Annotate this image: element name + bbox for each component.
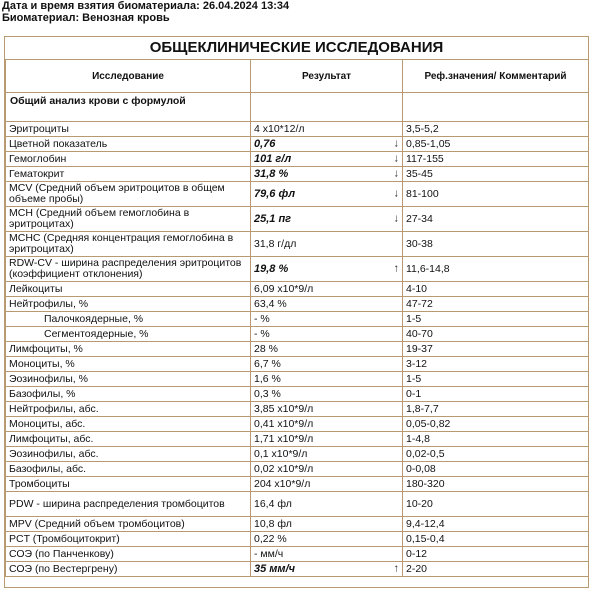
reference-range: 1-5: [403, 312, 589, 327]
group-row: [6, 93, 589, 122]
test-name: СОЭ (по Вестергрену): [6, 562, 251, 577]
result-value: - %: [254, 327, 270, 340]
table-row: [6, 167, 589, 182]
arrow-down-icon: ↓: [393, 187, 399, 200]
test-result: [251, 547, 403, 562]
test-result: [251, 207, 403, 232]
table-row: [6, 462, 589, 477]
table-row: [6, 152, 589, 167]
result-value: 0,3 %: [254, 387, 281, 400]
biomaterial-value: Венозная кровь: [82, 12, 170, 24]
table-row: [6, 532, 589, 547]
table-header-row: [6, 60, 589, 93]
result-value: 6,09 х10*9/л: [254, 282, 314, 295]
result-value: 101 г/л: [254, 152, 292, 165]
reference-range: 117-155: [403, 152, 589, 167]
reference-range: 4-10: [403, 282, 589, 297]
biomaterial-label: Биоматериал:: [2, 12, 80, 24]
column-header-test: Исследование: [6, 60, 251, 93]
arrow-up-icon: ↑: [393, 562, 399, 575]
reference-range: 9,4-12,4: [403, 517, 589, 532]
test-name: Лимфоциты, абс.: [6, 432, 251, 447]
test-result: [251, 462, 403, 477]
reference-range: 0-0,08: [403, 462, 589, 477]
reference-range: 0-12: [403, 547, 589, 562]
result-value: 204 х10*9/л: [254, 477, 311, 490]
result-value: 35 мм/ч: [254, 562, 296, 575]
test-name: PDW - ширина распределения тромбоцитов: [6, 492, 251, 517]
reference-range: 180-320: [403, 477, 589, 492]
test-name: СОЭ (по Панченкову): [6, 547, 251, 562]
reference-range: 1-4,8: [403, 432, 589, 447]
test-name: Эритроциты: [6, 122, 251, 137]
biomaterial: [2, 12, 170, 24]
table-row: [6, 297, 589, 312]
test-name: Сегментоядерные, %: [6, 327, 251, 342]
test-result: [251, 532, 403, 547]
reference-range: 1-5: [403, 372, 589, 387]
test-name: Палочкоядерные, %: [6, 312, 251, 327]
test-result: [251, 137, 403, 152]
result-value: 79,6 фл: [254, 187, 296, 200]
group-empty-cell: [251, 93, 403, 122]
test-result: [251, 327, 403, 342]
test-result: [251, 257, 403, 282]
collection-datetime: [2, 0, 289, 12]
table-row: [6, 562, 589, 577]
result-value: 1,71 х10*9/л: [254, 432, 314, 445]
test-result: [251, 372, 403, 387]
reference-range: 47-72: [403, 297, 589, 312]
table-row: [6, 312, 589, 327]
group-empty-cell: [403, 93, 589, 122]
result-value: 0,76: [254, 137, 276, 150]
reference-range: 0,05-0,82: [403, 417, 589, 432]
reference-range: 2-20: [403, 562, 589, 577]
arrow-down-icon: ↓: [393, 137, 399, 150]
result-value: - %: [254, 312, 270, 325]
table-row: [6, 477, 589, 492]
result-value: 19,8 %: [254, 262, 289, 275]
test-result: [251, 312, 403, 327]
table-row: [6, 432, 589, 447]
result-value: 28 %: [254, 342, 278, 355]
collection-datetime-value: 26.04.2024 13:34: [202, 0, 290, 12]
test-name: Моноциты, абс.: [6, 417, 251, 432]
test-name: Цветной показатель: [6, 137, 251, 152]
table-row: [6, 207, 589, 232]
test-result: [251, 167, 403, 182]
arrow-down-icon: ↓: [393, 152, 399, 165]
arrow-down-icon: ↓: [393, 212, 399, 225]
test-name: Гематокрит: [6, 167, 251, 182]
test-result: [251, 477, 403, 492]
arrow-down-icon: ↓: [393, 167, 399, 180]
test-name: Эозинофилы, абс.: [6, 447, 251, 462]
test-result: [251, 122, 403, 137]
result-value: 3,85 х10*9/л: [254, 402, 314, 415]
result-value: 0,1 х10*9/л: [254, 447, 308, 460]
reference-range: 0-1: [403, 387, 589, 402]
test-result: [251, 342, 403, 357]
result-value: 0,02 х10*9/л: [254, 462, 314, 475]
test-name: RDW-CV - ширина распределения эритроцитов (коэффициент отклонения): [6, 257, 251, 282]
result-value: 16,4 фл: [254, 497, 292, 510]
reference-range: 0,15-0,4: [403, 532, 589, 547]
table-row: [6, 122, 589, 137]
reference-range: 10-20: [403, 492, 589, 517]
table-row: [6, 342, 589, 357]
table-row: [6, 417, 589, 432]
reference-range: 81-100: [403, 182, 589, 207]
reference-range: 3-12: [403, 357, 589, 372]
reference-range: 27-34: [403, 207, 589, 232]
test-result: [251, 447, 403, 462]
test-name: Тромбоциты: [6, 477, 251, 492]
test-name: Моноциты, %: [6, 357, 251, 372]
reference-range: 1,8-7,7: [403, 402, 589, 417]
table-row: [6, 257, 589, 282]
group-title: Общий анализ крови с формулой: [6, 93, 251, 122]
table-row: [6, 447, 589, 462]
test-name: Базофилы, абс.: [6, 462, 251, 477]
test-result: [251, 432, 403, 447]
result-value: 31,8 %: [254, 167, 289, 180]
test-name: Лейкоциты: [6, 282, 251, 297]
result-value: 63,4 %: [254, 297, 287, 310]
test-result: [251, 562, 403, 577]
test-result: [251, 357, 403, 372]
test-result: [251, 492, 403, 517]
result-value: 0,22 %: [254, 532, 287, 545]
test-name: Гемоглобин: [6, 152, 251, 167]
test-name: МСНС (Средняя концентрация гемоглобина в эритроцитах): [6, 232, 251, 257]
results-table: [5, 59, 589, 577]
reference-range: 0,02-0,5: [403, 447, 589, 462]
result-value: 6,7 %: [254, 357, 281, 370]
test-name: Нейтрофилы, абс.: [6, 402, 251, 417]
reference-range: 3,5-5,2: [403, 122, 589, 137]
test-name: Эозинофилы, %: [6, 372, 251, 387]
test-result: [251, 152, 403, 167]
table-row: [6, 282, 589, 297]
table-row: [6, 137, 589, 152]
table-row: [6, 182, 589, 207]
reference-range: 11,6-14,8: [403, 257, 589, 282]
test-result: [251, 417, 403, 432]
table-row: [6, 327, 589, 342]
test-name: Нейтрофилы, %: [6, 297, 251, 312]
result-value: 25,1 пг: [254, 212, 292, 225]
result-value: 0,41 х10*9/л: [254, 417, 314, 430]
test-result: [251, 232, 403, 257]
reference-range: 35-45: [403, 167, 589, 182]
table-row: [6, 402, 589, 417]
reference-range: 40-70: [403, 327, 589, 342]
section-title: ОБЩЕКЛИНИЧЕСКИЕ ИССЛЕДОВАНИЯ: [149, 39, 444, 56]
test-result: [251, 297, 403, 312]
table-row: [6, 492, 589, 517]
column-header-result: Результат: [251, 60, 403, 93]
test-name: Базофилы, %: [6, 387, 251, 402]
test-name: MCV (Средний объем эритроцитов в общем объеме пробы): [6, 182, 251, 207]
reference-range: 0,85-1,05: [403, 137, 589, 152]
reference-range: 19-37: [403, 342, 589, 357]
table-row: [6, 357, 589, 372]
test-name: МСН (Средний объем гемоглобина в эритроцитах): [6, 207, 251, 232]
table-row: [6, 517, 589, 532]
results-panel: [4, 36, 589, 588]
test-name: MPV (Средний объем тромбоцитов): [6, 517, 251, 532]
test-name: Лимфоциты, %: [6, 342, 251, 357]
test-result: [251, 387, 403, 402]
result-value: 4 х10*12/л: [254, 122, 305, 135]
arrow-up-icon: ↑: [393, 262, 399, 275]
result-value: 31,8 г/дл: [254, 237, 297, 250]
test-name: PCT (Тромбоцитокрит): [6, 532, 251, 547]
test-result: [251, 182, 403, 207]
table-row: [6, 547, 589, 562]
test-result: [251, 517, 403, 532]
test-result: [251, 282, 403, 297]
table-row: [6, 372, 589, 387]
reference-range: 30-38: [403, 232, 589, 257]
table-row: [6, 387, 589, 402]
test-result: [251, 402, 403, 417]
table-row: [6, 232, 589, 257]
collection-datetime-label: Дата и время взятия биоматериала:: [2, 0, 200, 12]
result-value: - мм/ч: [254, 547, 284, 560]
result-value: 1,6 %: [254, 372, 281, 385]
column-header-reference: Реф.значения/ Комментарий: [403, 60, 589, 93]
result-value: 10,8 фл: [254, 517, 292, 530]
